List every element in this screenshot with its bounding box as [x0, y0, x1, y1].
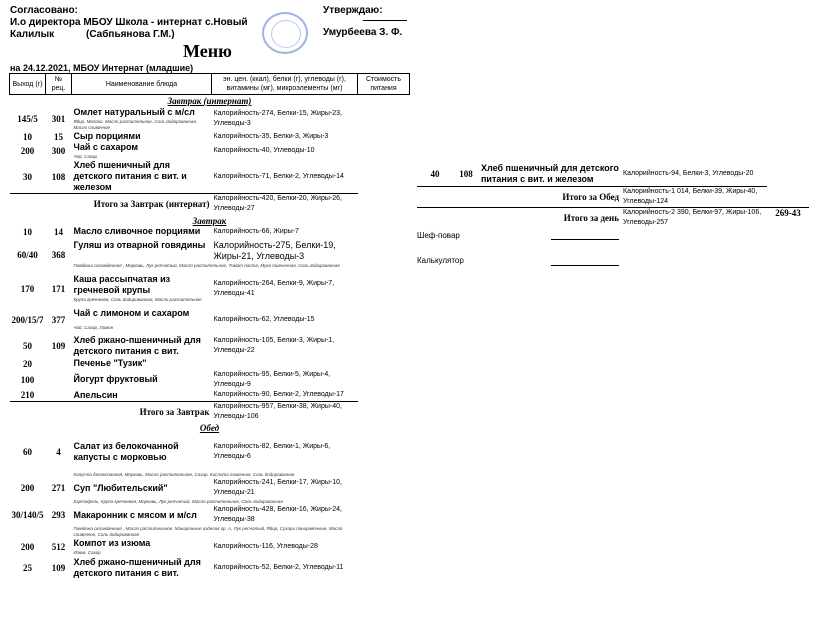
cell-dish [72, 538, 212, 556]
cell-ingredients [72, 498, 358, 505]
cell-dish [72, 306, 212, 334]
table-row [10, 556, 410, 580]
cell-output: 10 [23, 226, 32, 237]
table-row [10, 478, 410, 498]
table-row [10, 358, 410, 370]
table-row [10, 538, 410, 556]
cell-output: 20 [23, 358, 32, 369]
cell-dish: Суп "Любительский" [73, 482, 168, 493]
cell-output: 145/5 [17, 113, 38, 124]
total-label: Итого за Завтрак [10, 401, 212, 422]
director-name: (Сабпьянова Г.М.) [86, 29, 175, 40]
cell-output: 30/140/5 [11, 510, 44, 520]
cell-nutrition: Калорийность-71, Белки-2, Углеводы-14 [213, 172, 344, 180]
table-row [10, 226, 410, 238]
cell-nutrition: Калорийность-90, Белки-2, Углеводы-17 [213, 391, 344, 398]
dish-ingredients: Говядина охлажденная , Масло растительное, Макаронные изделия гр. А, Лук репчатый, Яйцо, Сухари панировочные, Масло сливочное, Соль йодированная [73, 526, 343, 537]
cell-output: 40 [430, 168, 440, 179]
cell-nutrition: Калорийность-40, Углеводы-10 [213, 147, 315, 154]
day-total-row [417, 207, 809, 228]
cell-dish: Масло сливочное порциями [73, 226, 201, 236]
table-row [10, 160, 410, 194]
lunch-total-label: Итого за Обед [417, 186, 621, 207]
cell-output: 200 [20, 542, 35, 552]
total-row [10, 401, 410, 422]
cell-nutrition: Калорийность-52, Белки-2, Углеводы-11 [213, 564, 344, 571]
cell-dish: Хлеб пшеничный для детского питания с вит. и железом [73, 160, 187, 192]
cell-output: 60 [23, 447, 32, 457]
cell-recipe: 108 [459, 168, 473, 179]
cell-dish: Сыр порциями [73, 131, 141, 141]
table-row [10, 142, 410, 160]
cell-dish [72, 433, 212, 471]
cell-nutrition: Калорийность-62, Углеводы-15 [213, 315, 315, 323]
table-row [417, 162, 809, 186]
cell-dish [72, 238, 358, 272]
cell-recipe: 108 [51, 171, 66, 182]
cell-recipe: 301 [51, 113, 66, 124]
total-nutrition: Калорийность-420, Белки-20, Жиры-26, Углеводы-27 [212, 194, 358, 215]
dish-name: Каша рассыпчатая из гречневой крупы [73, 274, 171, 295]
day-cost: 269-43 [767, 207, 809, 228]
approver-name: Умурбеева З. Ф. [323, 27, 403, 38]
cell-output: 200 [20, 483, 35, 493]
ingredients-row [10, 471, 410, 478]
ingredients-row [10, 498, 410, 505]
section-title-row [10, 215, 410, 226]
acting-director: И.о директора МБОУ Школа - интернат с.Новый [10, 17, 248, 28]
dish-ingredients: Яйцо, Молоко, Масло растительное, Соль йодированная, Масло сливочное [73, 118, 197, 130]
cell-dish [72, 106, 212, 131]
cell-output: 60/40 [17, 249, 38, 260]
cell-output: 200/15/7 [11, 314, 44, 325]
day-total-label: Итого за день [417, 207, 621, 228]
menu-table-continued [417, 162, 809, 228]
ingredients-row [10, 525, 410, 538]
place-name: Калилык [10, 29, 55, 40]
cell-nutrition: Калорийность-275, Белки-19, Жиры-21, Углеводы-3 [213, 240, 336, 261]
calculator-signature-line [551, 265, 619, 266]
header-nutrition: эн. цен. (ккал), белки (г), углеводы (г), витамины (мг), микроэлементы (мг) [212, 74, 358, 95]
dish-ingredients: Чай, Сахар [73, 154, 98, 159]
dish-name: Компот из изюма [73, 538, 151, 548]
section-title: Завтрак (интернат) [167, 96, 252, 106]
cell-recipe: 271 [51, 483, 66, 493]
table-row [10, 505, 410, 525]
cell-nutrition: Калорийность-82, Белки-1, Жиры-6, Углеводы-6 [213, 443, 331, 460]
cell-output: 10 [23, 131, 32, 142]
cell-nutrition: Калорийность-105, Белки-3, Жиры-1, Углеводы-22 [213, 336, 335, 354]
date-line: на 24.12.2021, МБОУ Интернат (младшие) [10, 63, 194, 73]
total-row [10, 194, 410, 215]
cell-ingredients [72, 471, 358, 478]
cell-output: 50 [23, 340, 32, 351]
dish-ingredients: Капуста белокочанная, Морковь, Масло растительное, Сахар, Кислота лимонная, Соль йодированная [73, 472, 295, 477]
cell-recipe: 109 [51, 340, 66, 351]
cell-dish: Хлеб пшеничный для детского питания с вит. и железом [481, 162, 619, 184]
cell-recipe: 4 [56, 447, 61, 457]
cell-output: 25 [23, 563, 32, 573]
cell-nutrition: Калорийность-428, Белки-16, Жиры-24, Углеводы-38 [213, 506, 342, 523]
cell-dish: Печенье "Тузик" [73, 358, 147, 368]
cell-nutrition: Калорийность-35, Белки-3, Жиры-3 [213, 132, 329, 140]
cell-recipe: 15 [54, 131, 63, 142]
cell-dish: Макаронник с мясом и м/сл [73, 509, 197, 520]
cell-output: 200 [20, 146, 35, 156]
section-title: Обед [199, 423, 220, 433]
table-row [10, 370, 410, 390]
chef-signature-line [551, 239, 619, 240]
cell-dish: Йогурт фруктовый [73, 374, 158, 384]
table-row [10, 131, 410, 142]
cell-recipe [46, 390, 72, 402]
cell-dish: Апельсин [73, 389, 118, 400]
dish-name: Омлет натуральный с м/сл [73, 106, 195, 117]
dish-name: Чай с сахаром [73, 142, 139, 152]
cell-dish [72, 272, 212, 306]
cell-output: 170 [20, 283, 35, 294]
approved-label: Согласовано: [10, 5, 78, 16]
section-title-row [10, 422, 410, 433]
cell-nutrition: Калорийность-95, Белки-5, Жиры-4, Углеводы-9 [213, 370, 331, 388]
cell-nutrition: Калорийность-264, Белки-9, Жиры-7, Углеводы-41 [213, 279, 335, 297]
table-row [10, 272, 410, 306]
cell-dish: Хлеб ржано-пшеничный для детского питания с вит. [73, 334, 201, 356]
cell-recipe: 368 [51, 249, 66, 260]
table-header-row [10, 74, 410, 95]
cell-recipe: 14 [54, 226, 63, 237]
dish-name: Гуляш из отварной говядины [73, 240, 206, 250]
cell-output: 30 [23, 171, 32, 182]
cell-dish: Хлеб ржано-пшеничный для детского питания с вит. [73, 557, 201, 578]
table-row [10, 306, 410, 334]
section-title-row [10, 95, 410, 107]
cell-nutrition: Калорийность-116, Углеводы-28 [213, 543, 318, 550]
table-row [10, 334, 410, 358]
cell-output: 100 [20, 374, 35, 385]
cell-ingredients [72, 525, 358, 538]
cell-output: 210 [20, 390, 35, 400]
approve-label: Утверждаю: [323, 5, 383, 16]
chef-label: Шеф-повар [417, 231, 460, 240]
lunch-total-nutrition: Калорийность-1 014, Белки-39, Жиры-40, Углеводы-124 [621, 186, 767, 207]
total-label: Итого за Завтрак (интернат) [10, 194, 212, 215]
cell-nutrition: Калорийность-66, Жиры-7 [213, 227, 299, 235]
cell-nutrition: Калорийность-94, Белки-3, Углеводы-20 [623, 169, 754, 177]
header-cost: Стоимость питания [358, 74, 410, 95]
dish-ingredients: Картофель, Крупа гречневая, Морковь, Лук репчатый, Масло растительное, Соль йодированная [73, 499, 283, 504]
cell-nutrition [212, 358, 358, 370]
cell-nutrition: Калорийность-274, Белки-15, Жиры-23, Углеводы-3 [213, 109, 342, 127]
cell-recipe: 377 [51, 314, 66, 325]
cell-recipe [46, 358, 72, 370]
menu-table [9, 73, 410, 580]
cell-recipe: 109 [51, 563, 66, 573]
day-total-nutrition: Калорийность-2 390, Белки-97, Жиры-106, Углеводы-257 [621, 207, 767, 228]
dish-ingredients: Крупа гречневая, Соль йодированная, Масло растительное [73, 297, 202, 302]
dish-name: Салат из белокочанной капусты с морковью [73, 441, 179, 462]
cell-recipe: 300 [51, 146, 66, 156]
table-row [10, 390, 410, 402]
cell-recipe [46, 370, 72, 390]
header-output: Выход (г) [10, 74, 46, 95]
dish-ingredients: Говядина охлажденная , Морковь, Лук репчатый, Масло растительное, Томат-паста, Мука пшеничная, Соль йодированная [73, 263, 340, 268]
table-row [10, 433, 410, 471]
header-dish: Наименование блюда [72, 74, 212, 95]
dish-name: Чай с лимоном и сахаром [73, 308, 190, 318]
dish-ingredients: Изюм, Сахар [73, 550, 101, 555]
calculator-label: Калькулятор [417, 256, 464, 265]
section-title: Завтрак [192, 215, 227, 226]
cell-nutrition: Калорийность-241, Белки-17, Жиры-10, Углеводы-21 [213, 479, 342, 496]
dish-ingredients: Чай, Сахар, Лимон [73, 325, 114, 330]
cell-recipe: 293 [51, 510, 66, 520]
cell-recipe: 512 [51, 542, 66, 552]
total-nutrition: Калорийность-957, Белки-38, Жиры-40, Углеводы-106 [212, 401, 358, 422]
cell-recipe: 171 [51, 283, 66, 294]
page-title: Меню [183, 41, 232, 61]
header-recipe: № рец. [46, 74, 72, 95]
table-row [10, 238, 410, 272]
lunch-total-row [417, 186, 809, 207]
table-row [10, 106, 410, 131]
signature-line [363, 20, 407, 21]
stamp-seal [262, 12, 308, 54]
cell-dish [72, 142, 212, 160]
